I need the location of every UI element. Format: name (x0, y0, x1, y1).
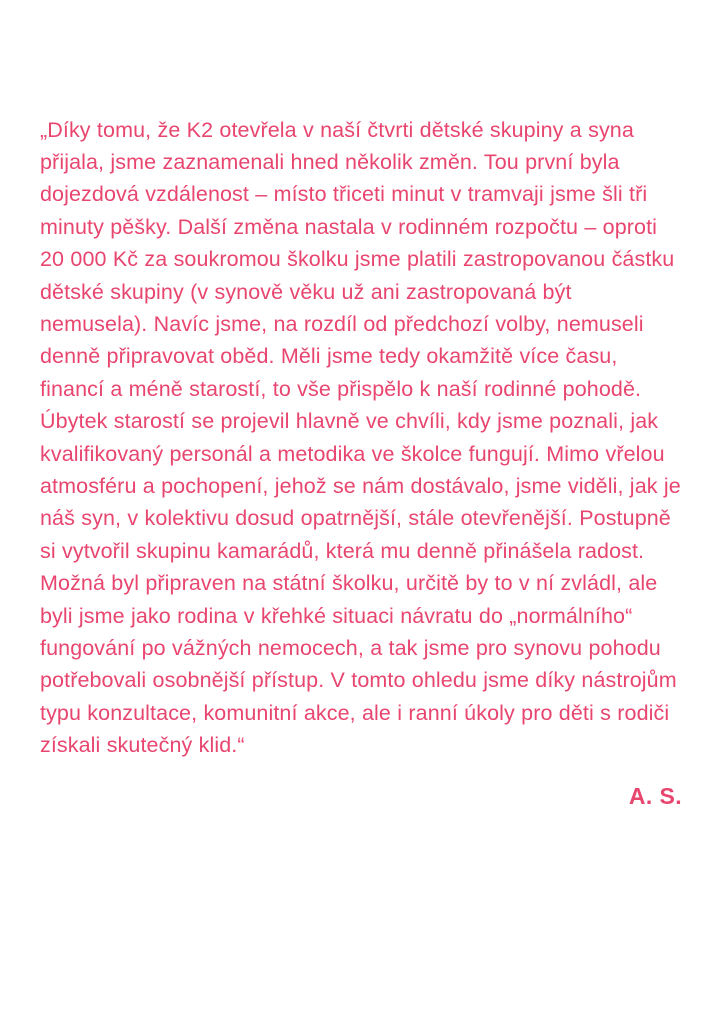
testimonial-attribution: A. S. (628, 783, 682, 810)
testimonial-quote-text: „Díky tomu, že K2 otevřela v naší čtvrti dětské skupiny a syna přijala, jsme zaznamenali hned několik změn. Tou první byla dojezdová vzdálenost – místo třiceti minut v tramvaji jsme šli tři minuty pěšky. Další změna nastala v rodinném rozpočtu – oproti 20 000 Kč za soukromou školku jsme platili zastropovanou částku dětské skupiny (v synově věku už ani zastropovaná být nemusela). Navíc jsme, na rozdíl od předchozí volby, nemuseli denně připravovat oběd. Měli jsme tedy okamžitě více času, financí a méně starostí, to vše přispělo k naší rodinné pohodě. Úbytek starostí se projevil hlavně ve chvíli, kdy jsme poznali, jak kvalifikovaný personál a metodika ve školce fungují. Mimo vřelou atmosféru a pochopení, jehož se nám dostávalo, jsme viděli, jak je náš syn, v kolektivu dosud opatrnější, stále otevřenější. Postupně si vytvořil skupinu kamarádů, která mu denně přinášela radost. Možná byl připraven na státní školku, určitě by to v ní zvládl, ale byli jsme jako rodina v křehké situaci návratu do „normálního“ fungování po vážných nemocech, a tak jsme pro synovu pohodu potřebovali osobnější přístup. V tomto ohledu jsme díky nástrojům typu konzultace, komunitní akce, ale i ranní úkoly pro děti s rodiči získali skutečný klid.“ (40, 117, 688, 758)
